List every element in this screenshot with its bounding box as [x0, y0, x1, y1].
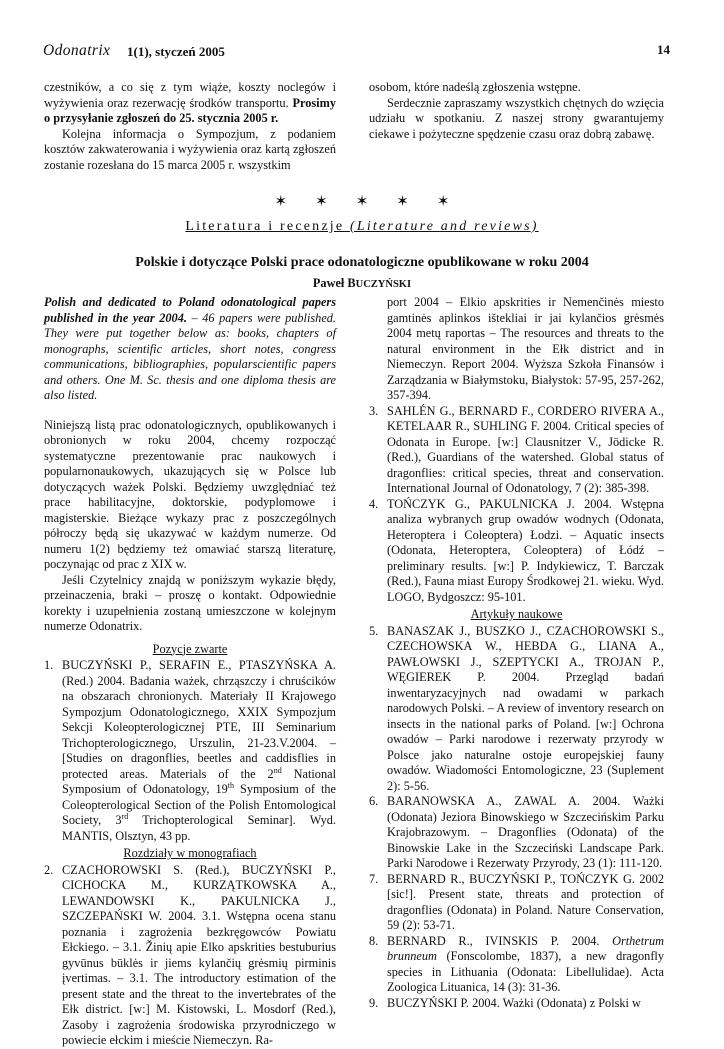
subheading-chapters: Rozdziały w monografiach: [123, 846, 257, 860]
star-icon: ✶: [274, 194, 288, 210]
reference-item: 8. BERNARD R., IVINSKIS P. 2004. Orthetrum brunneum (Fonscolombe, 1837), a new dragonfly species in Lithuania (Odonata: Libellulidae). Acta Zoologica Lituanica, 14 (3): 31-36.: [369, 933, 664, 994]
reference-item: 5. BANASZAK J., BUSZKO J., CZACHOROWSKI S., CZECHOWSKA W., HEBDA G., LIANA A., PAWŁOWSKI J., SZEPTYCKI A., TROJAN P., WĘGIEREK P. 2004. Przegląd badań inwentaryzacyjnych nad owadami w parkach narodowych Polski. – A review of inventory research on insects in the national parks of Poland. [w:] Ochrona owadów – Parki narodowe i rezerwaty przyrody w Polsce jako naturalne ostoje europejskiej fauny owadów. Wiadomości Entomologiczne, 23 (Suplement 2): 5-56.: [369, 623, 664, 793]
page-number: 14: [657, 42, 670, 57]
reference-item: 1. BUCZYŃSKI P., SERAFIN E., PTASZYŃSKA A. (Red.) 2004. Badania ważek, chrząszczy i chruścików na obszarach chronionych. Materiały II Krajowego Sympozjum Odonatologicznego, XXIX Sympozjum Sekcji Koleopterologicznej PTE, III Seminarium Trichopterologicznego, Urszulin, 21-23.V.2004. – [Studies on dragonflies, beetles and caddisflies in protected areas. Materials of the 2nd National Symposium of Odonatology, 19th Symposium of the Coleopterological Section of the Polish Entomological Society, 3rd Trichopterological Seminar]. Wyd. MANTIS, Olsztyn, 43 pp.: [44, 658, 336, 843]
intro-paragraph: Jeśli Czytelnicy znajdą w poniższym wykazie błędy, przeinaczenia, braki – proszę o kontakt. Odpowiednie korekty i uzupełnienia zostaną umieszczone w kolejnym numerze Odonatrix.: [44, 572, 336, 633]
reference-item: 7. BERNARD R., BUCZYŃSKI P., TOŃCZYK G. 2002 [sic!]. Present state, threats and protection of dragonflies (Odonata) in Poland. Nature Conservation, 59 (2): 53-71.: [369, 871, 664, 932]
reference-item: 2. CZACHOROWSKI S. (Red.), BUCZYŃSKI P., CICHOCKA M., KURZĄTKOWSKA A., LEWANDOWSKI K., PAKULNICKA J., SZCZEPAŃSKI W. 2004. 3.1. Wstępna ocena stanu poznania i zagrożenia bezkręgowców Powiatu Ełckiego. – 3.1. Žinių apie Elko apskrities bestuburius gyvūnus būklės ir jiems kylančių grėsmių pirminis įvertimas. – 3.1. The introductory estimation of the present state and the threat to the invertebrates of the Ełk district. [w:] M. Kistowski, L. Mosdorf (Red.), Zasoby i zagrożenia środowiska przyrodniczego w powiecie ełckim i mieście Niemeczyn. Ra-: [44, 862, 336, 1047]
running-header: [43, 42, 670, 66]
subheading-articles: Artykuły naukowe: [470, 607, 563, 621]
star-icon: ✶: [396, 194, 409, 210]
top-left-column: [44, 80, 336, 173]
main-right-column: [369, 295, 664, 1011]
star-separator: [0, 192, 724, 211]
main-left-column: [44, 295, 336, 1049]
subheading-compact: Pozycje zwarte: [152, 641, 228, 656]
reference-item: 3. SAHLÉN G., BERNARD F., CORDERO RIVERA A., KETELAAR R., SUHLING F. 2004. Critical species of Odonata in Europe. [w:] Clausnitzer V., Jödicke R. (Red.), Guardians of the watershed. Global status of dragonflies: critical species, threat and conservation. International Journal of Odonatology, 7 (2): 385-398.: [369, 403, 664, 495]
star-icon: ✶: [355, 194, 369, 210]
top-right-column: [369, 80, 664, 142]
paragraph: czestników, a co się z tym wiąże, koszty noclegów i wyżywienia oraz rezerwację środków transportu. Prosimy o przysyłanie zgłoszeń do 25. stycznia 2005 r.: [44, 80, 336, 125]
star-icon: ✶: [315, 194, 328, 210]
star-icon: ✶: [436, 194, 450, 210]
deadline-notice: Prosimy o przysyłanie zgłoszeń do 25. stycznia 2005 r.: [44, 95, 336, 125]
section-title: Literatura i recenzje (Literature and reviews): [185, 219, 539, 234]
paragraph: Kolejna informacja o Sympozjum, z podaniem kosztów zakwaterowania i wyżywienia oraz kartą zgłoszeń zostanie rozesłana do 15 marca 2005 r. wszystkim: [44, 126, 336, 172]
intro-paragraph: Niniejszą listą prac odonatologicznych, opublikowanych i obronionych w roku 2004, chcemy rozpocząć systematyczne prezentowanie prac naukowych i popularnonaukowych, ukazujących się w Polsce lub dotyczących ważek Polski. Będziemy uwzględniać też prace habilitacyjne, doktorskie, podyplomowe i magisterskie. Bieżące wykazy prac z poszczególnych półroczy będą się ukazywać w każdym numerze. Od numeru 1(2) będziemy też omawiać starszą literaturę, poczynając od prac z XIX w.: [44, 417, 336, 571]
abstract: Polish and dedicated to Poland odonatological papers published in the year 2004. – 46 papers were published. They were put together below as: books, chapters of monographs, scientific articles, short notes, congress communications, bibliographies, popularscientific papers and others. One M. Sc. thesis and one diploma thesis are also listed.: [44, 295, 336, 402]
article-title: Polskie i dotyczące Polski prace odonatologiczne opublikowane w roku 2004: [135, 255, 589, 270]
article-author: Paweł BUCZYŃSKI: [312, 276, 412, 290]
reference-item-continued: port 2004 – Elkio apskrities ir Nemenčinės miesto gamtinės aplinkos ištekliai ir jai kylančios grėsmės 2004 metų raportas – The resources and threats to the natural environment in the Ełk district and in Niemeczyn. Report 2004. Wyższa Szkoła Finansów i Zarządzania w Białymstoku, Białystok: 57-95, 257-262, 357-394.: [387, 295, 664, 402]
reference-item: 4. TOŃCZYK G., PAKULNICKA J. 2004. Wstępna analiza wybranych grup owadów wodnych (Odonata, Heteroptera i Coleoptera) Łodzi. – Aquatic insects (Odonata, Heteroptera, Coleoptera) of Łódź – preliminary results. [w:] P. Indykiewicz, T. Barczak (Red.), Fauna miast Europy Środkowej 21. wieku. Wyd. LOGO, Bydgoszcz: 95-101.: [369, 496, 664, 604]
issue-info: 1(1), styczeń 2005: [127, 44, 225, 59]
journal-title: Odonatrix: [43, 42, 111, 59]
reference-item: 9. BUCZYŃSKI P. 2004. Ważki (Odonata) z Polski w: [369, 995, 641, 1010]
reference-item: 6. BARANOWSKA A., ZAWAL A. 2004. Ważki (Odonata) Jeziora Binowskiego w Szczecińskim Parku Krajobrazowym. – Dragonflies (Odonata) of the Binowskie Lake in the Szczeciński Landscape Park. Parki Narodowe i Rezerwaty Przyrody, 23 (1): 111-120.: [369, 794, 664, 870]
paragraph: osobom, które nadeślą zgłoszenia wstępne.: [369, 80, 581, 94]
paragraph: Serdecznie zapraszamy wszystkich chętnych do wzięcia udziału w spotkaniu. Z naszej strony gwarantujemy ciekawe i pożyteczne spędzenie czasu oraz dobrą zabawę.: [369, 95, 664, 141]
